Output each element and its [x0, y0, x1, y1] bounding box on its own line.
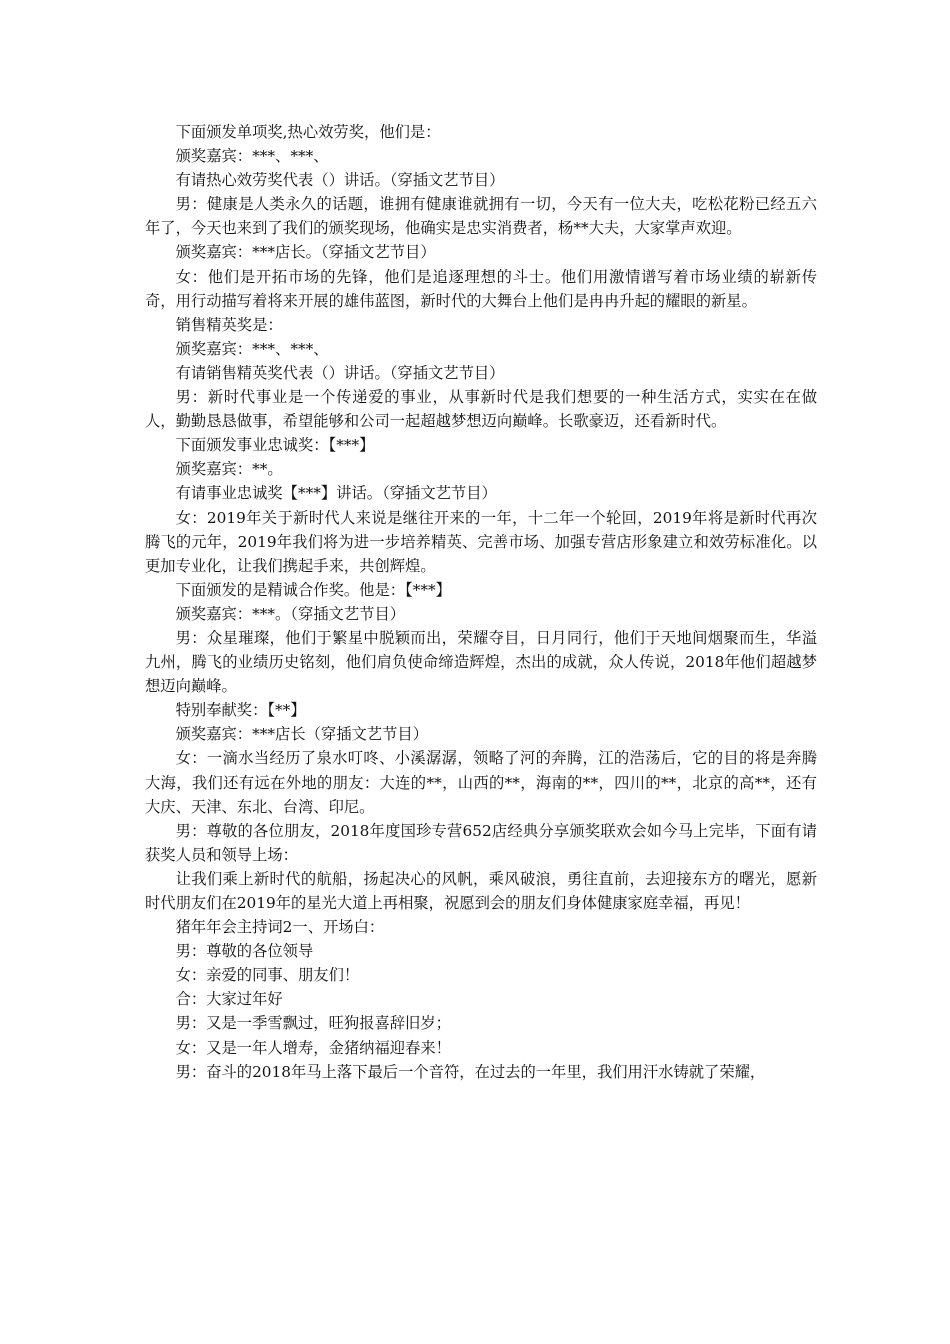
paragraph: 颁奖嘉宾：***、***、 [175, 339, 329, 358]
paragraph: 有请热心效劳奖代表（）讲话。（穿插文艺节目） [175, 171, 505, 190]
paragraph: 颁奖嘉宾：***店长。（穿插文艺节目） [175, 243, 436, 262]
paragraph: 男：奋斗的2018年马上落下最后一个音符，在过去的一年里，我们用汗水铸就了荣耀， [175, 1062, 766, 1081]
paragraph: 男：尊敬的各位领导 [175, 942, 314, 961]
paragraph: 颁奖嘉宾：***、***、 [175, 147, 329, 166]
paragraph: 有请事业忠诚奖【***】讲话。（穿插文艺节目） [175, 484, 497, 503]
paragraph: 男：又是一季雪飘过，旺狗报喜辞旧岁； [175, 1014, 451, 1033]
paragraph: 有请销售精英奖代表（）讲话。（穿插文艺节目） [175, 363, 505, 382]
paragraph: 女：一滴水当经历了泉水叮咚、小溪潺潺，领略了河的奔腾，江的浩荡后，它的目的将是奔腾大海，我们还有远在外地的朋友：大连的**，山西的**，海南的**，四川的**，北京的高**，还有大庆、天津、东北、台湾、印尼。 [145, 749, 817, 816]
paragraph: 女：又是一年人增寿，金猪纳福迎春来！ [175, 1038, 451, 1057]
paragraph: 下面颁发单项奖,热心效劳奖，他们是： [175, 123, 441, 141]
paragraph: 让我们乘上新时代的航船，扬起决心的风帆，乘风破浪，勇往直前，去迎接东方的曙光，愿新时代朋友们在2019年的星光大道上再相聚，祝愿到会的朋友们身体健康家庭幸福，再见！ [145, 869, 817, 912]
paragraph: 合：大家过年好 [175, 990, 283, 1009]
paragraph: 女：他们是开拓市场的先锋，他们是追逐理想的斗士。他们用激情谱写着市场业绩的崭新传奇，用行动描写着将来开展的雄伟蓝图，新时代的大舞台上他们是冉冉升起的耀眼的新星。 [145, 267, 817, 310]
paragraph: 男：尊敬的各位朋友，2018年度国珍专营652店经典分享颁奖联欢会如今马上完毕，下面有请获奖人员和领导上场： [145, 821, 817, 864]
paragraph: 颁奖嘉宾：**。 [175, 460, 283, 479]
paragraph: 特别奉献奖：【**】 [175, 701, 306, 720]
paragraph: 男：健康是人类永久的话题，谁拥有健康谁就拥有一切，今天有一位大夫，吃松花粉已经五六年了，今天也来到了我们的颁奖现场，他确实是忠实消费者，杨**大夫，大家掌声欢迎。 [145, 195, 817, 238]
paragraph: 女：2019年关于新时代人来说是继往开来的一年，十二年一个轮回，2019年将是新时代再次腾飞的元年，2019年我们将为进一步培养精英、完善市场、加强专营店形象建立和效劳标准化。以更加专业化，让我们携起手来，共创辉煌。 [145, 508, 817, 575]
paragraph: 销售精英奖是： [175, 315, 283, 334]
paragraph: 颁奖嘉宾：***店长（穿插文艺节目） [175, 725, 428, 744]
document-body [145, 120, 817, 1084]
paragraph: 猪年年会主持词2一、开场白： [175, 918, 385, 937]
paragraph: 男：众星璀璨，他们于繁星中脱颖而出，荣耀夺目，日月同行，他们于天地间烟聚而生，华溢九州，腾飞的业绩历史铭刻，他们肩负使命缔造辉煌，杰出的成就，众人传说，2018年他们超越梦想迈向巅峰。 [145, 628, 817, 696]
paragraph: 下面颁发事业忠诚奖：【***】 [175, 436, 375, 455]
paragraph: 下面颁发的是精诚合作奖。他是：【***】 [175, 580, 451, 599]
paragraph: 女：亲爱的同事、朋友们！ [175, 966, 360, 985]
paragraph: 颁奖嘉宾：***。（穿插文艺节目） [175, 604, 406, 623]
paragraph: 男：新时代事业是一个传递爱的事业，从事新时代是我们想要的一种生活方式，实实在在做人，勤勤恳恳做事，希望能够和公司一起超越梦想迈向巅峰。长歌豪迈，还看新时代。 [145, 388, 817, 431]
